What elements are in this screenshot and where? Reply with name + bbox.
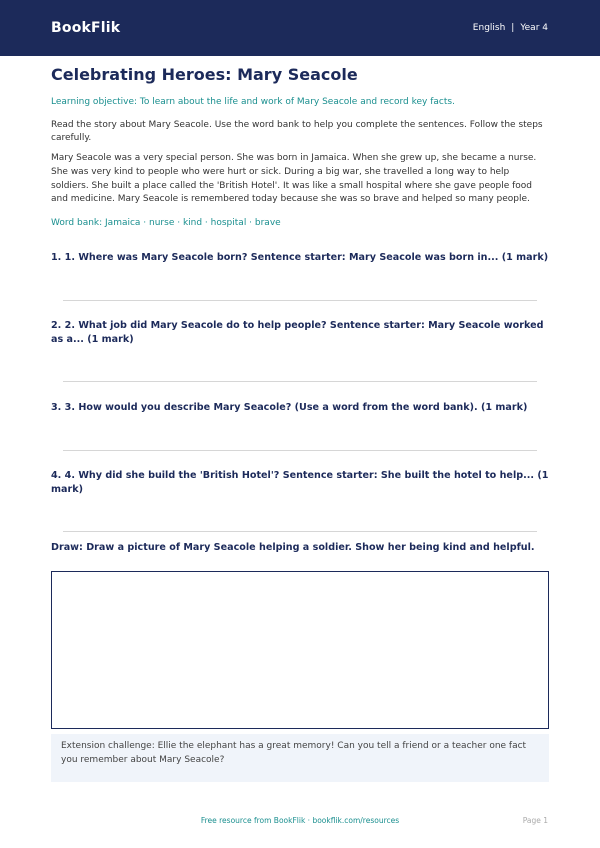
brand-logo: BookFlik bbox=[51, 20, 121, 36]
subject-label: English bbox=[472, 23, 506, 33]
page-number: Page 1 bbox=[522, 816, 548, 825]
footer-credit[interactable]: Free resource from BookFlik · bookflik.com/resources bbox=[200, 816, 400, 825]
draw-prompt: Draw: Draw a picture of Mary Seacole helping a soldier. Show her being kind and helpful. bbox=[51, 542, 535, 553]
answer-line-3[interactable] bbox=[63, 450, 537, 451]
learning-objective: Learning objective: To learn about the life and work of Mary Seacole and record key facts. bbox=[51, 97, 455, 107]
header-meta bbox=[473, 23, 548, 33]
answer-line-2[interactable] bbox=[63, 381, 537, 382]
drawing-box[interactable] bbox=[51, 571, 549, 729]
question-3: 3. 3. How would you describe Mary Seacole? (Use a word from the word bank). (1 mark) bbox=[51, 402, 528, 413]
extension-challenge: Extension challenge: Ellie the elephant has a great memory! Can you tell a friend or a teacher one fact you remember about Mary Seacole? bbox=[51, 734, 549, 782]
story-text: Mary Seacole was a very special person. She was born in Jamaica. When she grew up, she became a nurse. She was very kind to people who were hurt or sick. During a big war, she travelled a long way to help soldiers. She built a place called the 'British Hotel'. It was like a small hospital where she gave people food and medicine. Mary Seacole is remembered today because she was so brave and helped so many people. bbox=[51, 153, 537, 205]
answer-line-1[interactable] bbox=[63, 300, 537, 301]
question-2: 2. 2. What job did Mary Seacole do to help people? Sentence starter: Mary Seacole worked as a... (1 mark) bbox=[51, 320, 544, 345]
worksheet-content bbox=[51, 66, 549, 229]
answer-line-4[interactable] bbox=[63, 531, 537, 532]
instructions: Read the story about Mary Seacole. Use the word bank to help you complete the sentences. Follow the steps carefully. bbox=[51, 120, 543, 143]
question-4: 4. 4. Why did she build the 'British Hotel'? Sentence starter: She built the hotel to help... (1 mark) bbox=[51, 470, 549, 495]
question-1: 1. 1. Where was Mary Seacole born? Sentence starter: Mary Seacole was born in... (1 mark) bbox=[51, 252, 549, 263]
page-header bbox=[0, 0, 600, 56]
header-separator: | bbox=[511, 23, 515, 33]
year-label: Year 4 bbox=[520, 23, 548, 33]
word-bank: Word bank: Jamaica · nurse · kind · hospital · brave bbox=[51, 218, 281, 229]
page-title: Celebrating Heroes: Mary Seacole bbox=[51, 65, 358, 84]
